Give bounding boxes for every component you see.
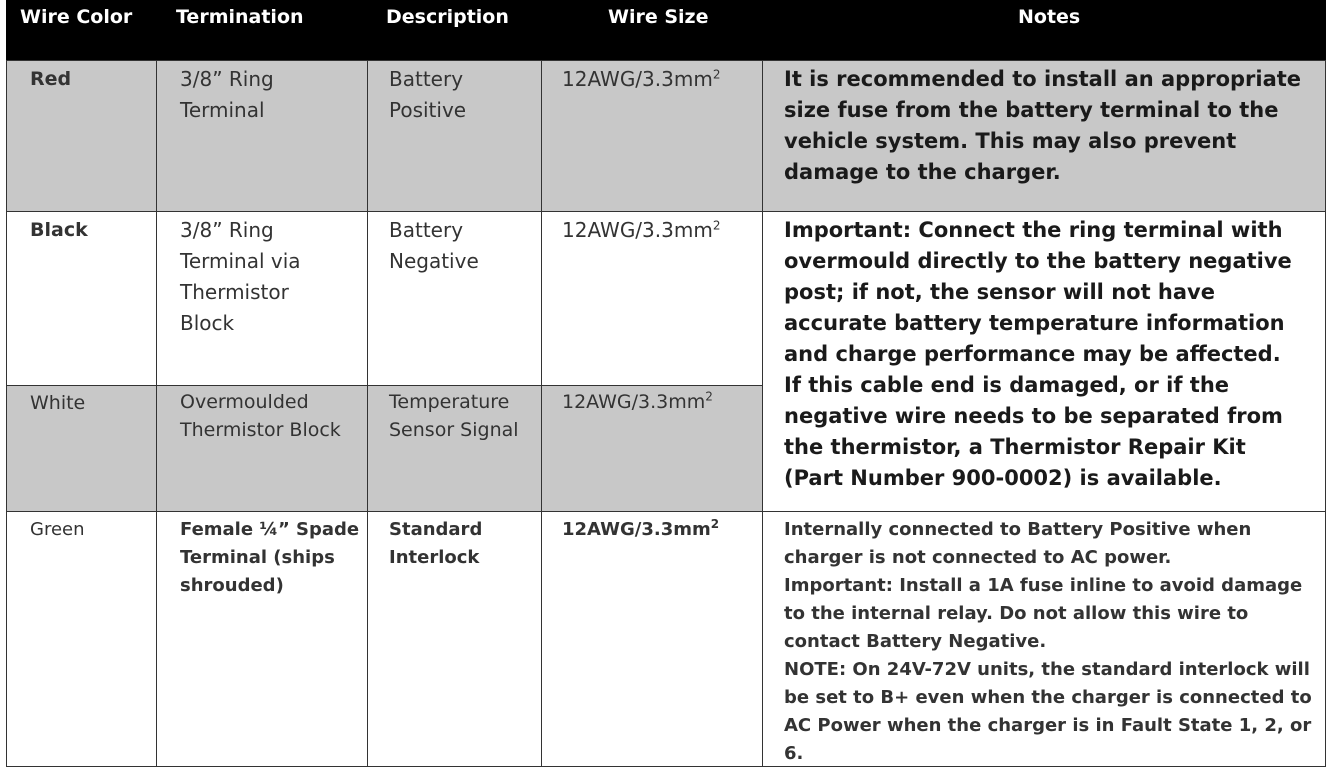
cell-wire-color-red: Red	[30, 68, 72, 90]
rule	[541, 60, 542, 767]
rule	[762, 60, 763, 767]
rule	[156, 60, 157, 767]
cell-wire-color-white: White	[30, 392, 86, 414]
rule	[6, 60, 1326, 61]
header-wire-color: Wire Color	[20, 6, 133, 28]
cell-notes-green: Internally connected to Battery Positive when charger is not connected to AC power. Important: Install a 1A fuse inline to avoid damage to the internal relay. Do not allow this wire to contact Battery Negative. NOTE: On 24V-72V units, the standard interlock will be set to B+ even when the charger is connected to AC Power when the charger is in Fault State 1, 2, or 6.	[784, 519, 1312, 764]
header-wire-size: Wire Size	[608, 6, 709, 28]
cell-description-green: Standard Interlock	[389, 519, 483, 568]
header-termination: Termination	[176, 6, 304, 28]
cell-termination-green: Female ¼” Spade Terminal (ships shrouded)	[180, 519, 360, 596]
cell-wire-color-black: Black	[30, 219, 88, 241]
rule	[6, 60, 7, 767]
rule	[6, 211, 1326, 212]
cell-wire-size-black: $12AWG/3.3mm^2$	[562, 218, 721, 242]
cell-description-black: Battery Negative	[389, 218, 479, 273]
header-notes: Notes	[1018, 6, 1081, 28]
cell-wire-size-red: $12AWG/3.3mm^2$	[562, 67, 721, 91]
cell-notes-red: It is recommended to install an appropriate size fuse from the battery terminal to the vehicle system. This may also prevent damage to the charger.	[784, 67, 1302, 184]
rule	[367, 60, 368, 767]
rule	[6, 385, 763, 386]
cell-wire-size-green: $12AWG/3.3mm^2$	[562, 517, 720, 540]
cell-wire-color-green: Green	[30, 519, 85, 540]
rule	[6, 511, 1326, 512]
cell-description-red: Battery Positive	[389, 67, 467, 122]
cell-notes-black-white: Important: Connect the ring terminal with overmould directly to the battery negative post; if not, the sensor will not have accurate battery temperature information and charge performance may be affected. If this cable end is damaged, or if the negative wire needs to be separated from the thermistor, a Thermistor Repair Kit (Part Number 900-0002) is available.	[784, 218, 1292, 490]
cell-wire-size-white: $12AWG/3.3mm^2$	[562, 389, 713, 413]
cell-termination-black: 3/8” Ring Terminal via Thermistor Block	[180, 218, 301, 335]
cell-description-white: Temperature Sensor Signal	[389, 391, 519, 441]
cell-termination-white: Overmoulded Thermistor Block	[180, 391, 341, 441]
rule	[1325, 60, 1326, 767]
cell-termination-red: 3/8” Ring Terminal	[180, 67, 274, 122]
header-description: Description	[386, 6, 509, 28]
